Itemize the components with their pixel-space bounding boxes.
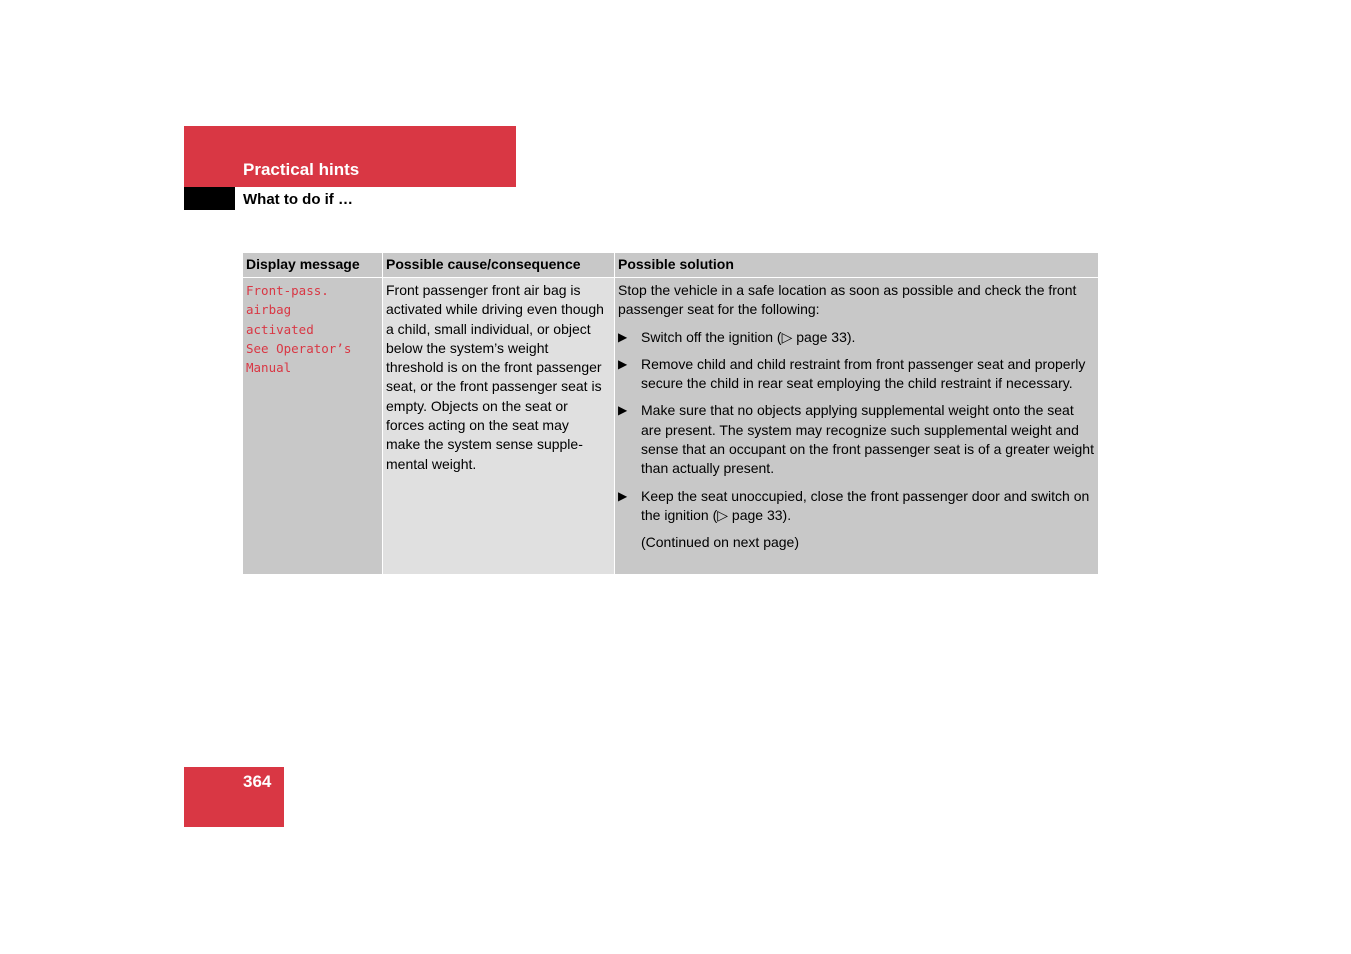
solution-step-text: Switch off the ignition (▷ page 33). — [641, 328, 856, 345]
continued-note: (Continued on next page) — [641, 534, 799, 551]
cause-line: below the system’s weight — [386, 339, 549, 356]
solution-intro: Stop the vehicle in a safe location as soon as possible and check the front passenger seat for the following: — [618, 282, 1077, 318]
header-display-message: Display message — [246, 256, 360, 272]
subsection-marker — [184, 187, 235, 210]
cause-line: threshold is on the front passenger — [386, 359, 602, 376]
page-number: 364 — [243, 772, 272, 791]
cause-line: empty. Objects on the seat or — [386, 397, 568, 414]
troubleshooting-table — [243, 253, 1098, 574]
display-message-text — [246, 281, 379, 377]
header-possible-solution: Possible solution — [614, 253, 1098, 277]
cause-line: Front passenger front air bag is — [386, 282, 581, 298]
cause-line: forces acting on the seat may — [386, 417, 569, 434]
display-message-cell — [243, 278, 382, 574]
solution-step — [618, 487, 1095, 526]
display-message-line: Manual — [246, 360, 292, 376]
solution-step — [618, 328, 1095, 347]
play-arrow-icon: ▶ — [618, 356, 628, 371]
play-arrow-icon: ▶ — [618, 403, 628, 418]
cause-line: make the system sense supple- — [386, 436, 583, 453]
cause-line: activated while driving even though — [386, 301, 604, 318]
cause-line: mental weight. — [386, 455, 477, 472]
play-arrow-icon: ▶ — [618, 488, 628, 503]
play-arrow-icon: ▶ — [618, 329, 628, 344]
display-message-line: See Operator’s — [246, 340, 352, 356]
solution-step-text: Keep the seat unoccupied, close the front passenger door and switch on the ignition (▷ page 33). — [641, 487, 1090, 523]
solution-step-text: Remove child and child restraint from front passenger seat and properly secure the child in rear seat employing the child restraint if necessary. — [641, 355, 1086, 392]
table-header-row — [243, 253, 1098, 278]
possible-solution-cell — [614, 278, 1098, 574]
solution-step — [618, 355, 1095, 394]
header-possible-cause: Possible cause/consequence — [382, 253, 614, 277]
display-message-line: activated — [246, 321, 314, 337]
table-row — [243, 278, 1098, 574]
display-message-line: Front-pass. — [246, 283, 329, 298]
solution-step-text: Make sure that no objects applying supplemental weight onto the seat are present. The system may recognize such supplemental weight and sense that an occupant on the front passenger seat is of a greater weight than actually present. — [641, 402, 1094, 477]
possible-cause-cell — [382, 278, 614, 574]
cause-line: seat, or the front passenger seat is — [386, 378, 602, 395]
section-title: Practical hints — [243, 160, 360, 179]
cause-line: a child, small individual, or object — [386, 320, 591, 337]
solution-step — [618, 401, 1095, 478]
display-message-line: airbag — [246, 302, 292, 318]
subsection-title: What to do if … — [243, 191, 353, 208]
